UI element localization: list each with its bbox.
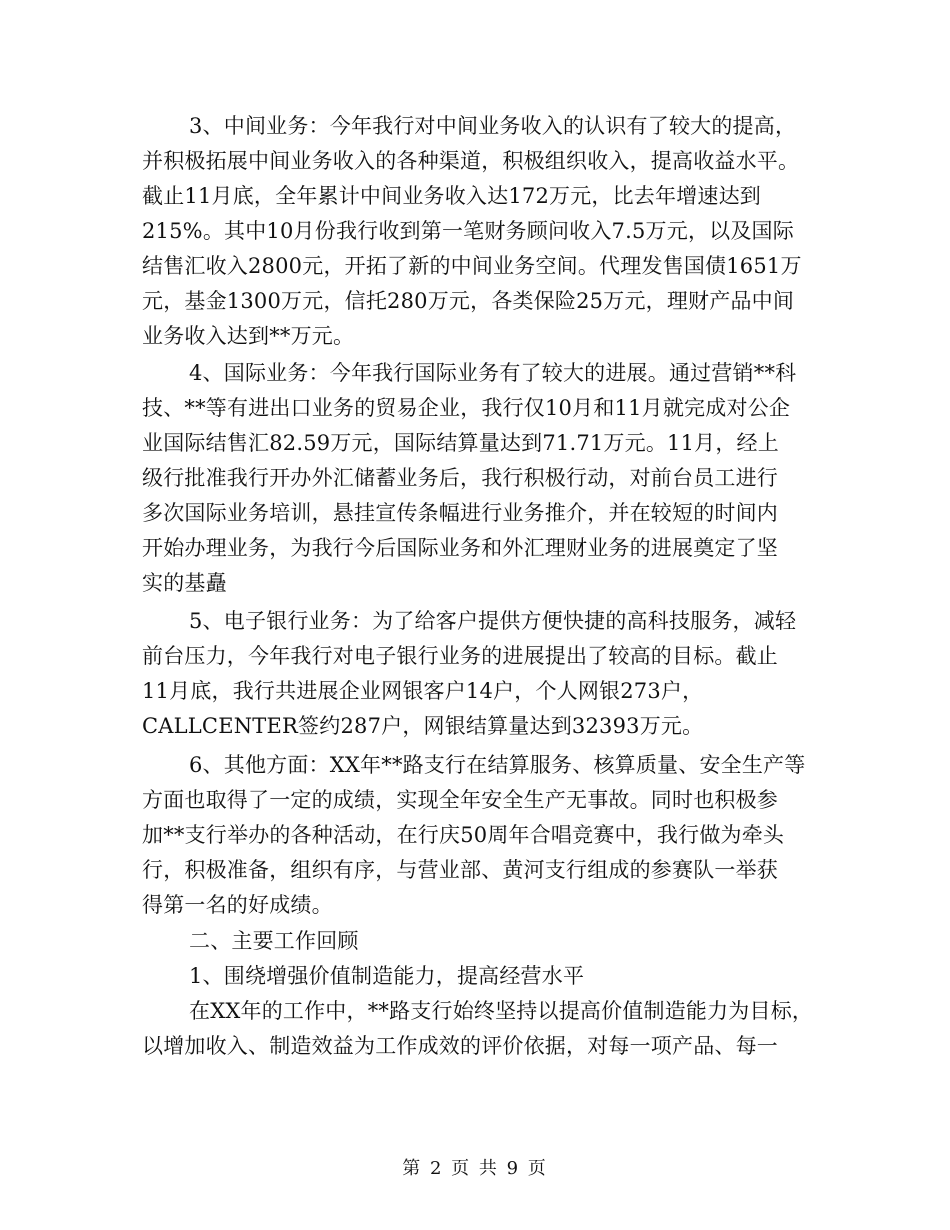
text-line: CALLCENTER签约287户，网银结算量达到32393万元。 xyxy=(142,714,704,738)
text-line: 6、其他方面：XX年**路支行在结算服务、核算质量、安全生产等 xyxy=(189,753,806,777)
text-line: 5、电子银行业务：为了给客户提供方便快捷的高科技服务，减轻 xyxy=(189,609,797,633)
subsection-heading: 1、围绕增强价值制造能力，提高经营水平 xyxy=(189,964,585,988)
text-line: 215%。其中10月份我行收到第一笔财务顾问收入7.5万元，以及国际 xyxy=(142,219,794,243)
text-line: 前台压力，今年我行对电子银行业务的进展提出了较高的目标。截止 xyxy=(142,644,778,668)
text-line: 方面也取得了一定的成绩，实现全年安全生产无事故。同时也积极参 xyxy=(142,788,778,812)
text-line: 行，积极准备，组织有序，与营业部、黄河支行组成的参赛队一举获 xyxy=(142,858,778,882)
section-heading: 二、主要工作回顾 xyxy=(189,929,359,953)
text-line: 开始办理业务，为我行今后国际业务和外汇理财业务的进展奠定了坚 xyxy=(142,536,778,560)
page-footer: 第 2 页 共 9 页 xyxy=(402,1158,548,1179)
text-line: 11月底，我行共进展企业网银客户14户，个人网银273户， xyxy=(142,679,704,703)
text-line: 以增加收入、制造效益为工作成效的评价依据，对每一项产品、每一 xyxy=(142,1034,778,1058)
text-line: 截止11月底，全年累计中间业务收入达172万元，比去年增速达到 xyxy=(142,184,762,208)
text-line: 4、国际业务：今年我行国际业务有了较大的进展。通过营销**科 xyxy=(189,361,797,385)
text-line: 级行批准我行开办外汇储蓄业务后，我行积极行动，对前台员工进行 xyxy=(142,466,778,490)
text-line: 业务收入达到**万元。 xyxy=(142,324,355,348)
text-line: 并积极拓展中间业务收入的各种渠道，积极组织收入，提高收益水平。 xyxy=(142,149,800,173)
text-line: 技、**等有进出口业务的贸易企业，我行仅10月和11月就完成对公企 xyxy=(142,396,791,420)
text-line: 实的基矗 xyxy=(142,571,227,595)
text-line: 结售汇收入2800元，开拓了新的中间业务空间。代理发售国债1651万 xyxy=(142,254,802,278)
text-line: 在XX年的工作中，**路支行始终坚持以提高价值制造能力为目标， xyxy=(189,999,814,1023)
text-line: 元，基金1300万元，信托280万元，各类保险25万元，理财产品中间 xyxy=(142,289,795,313)
text-line: 3、中间业务：今年我行对中间业务收入的认识有了较大的提高， xyxy=(189,114,797,138)
text-line: 业国际结售汇82.59万元，国际结算量达到71.71万元。11月，经上 xyxy=(142,431,779,455)
text-line: 加**支行举办的各种活动，在行庆50周年合唱竞赛中，我行做为牵头 xyxy=(142,823,785,847)
text-line: 多次国际业务培训，悬挂宣传条幅进行业务推介，并在较短的时间内 xyxy=(142,501,778,525)
text-line: 得第一名的好成绩。 xyxy=(142,893,333,917)
